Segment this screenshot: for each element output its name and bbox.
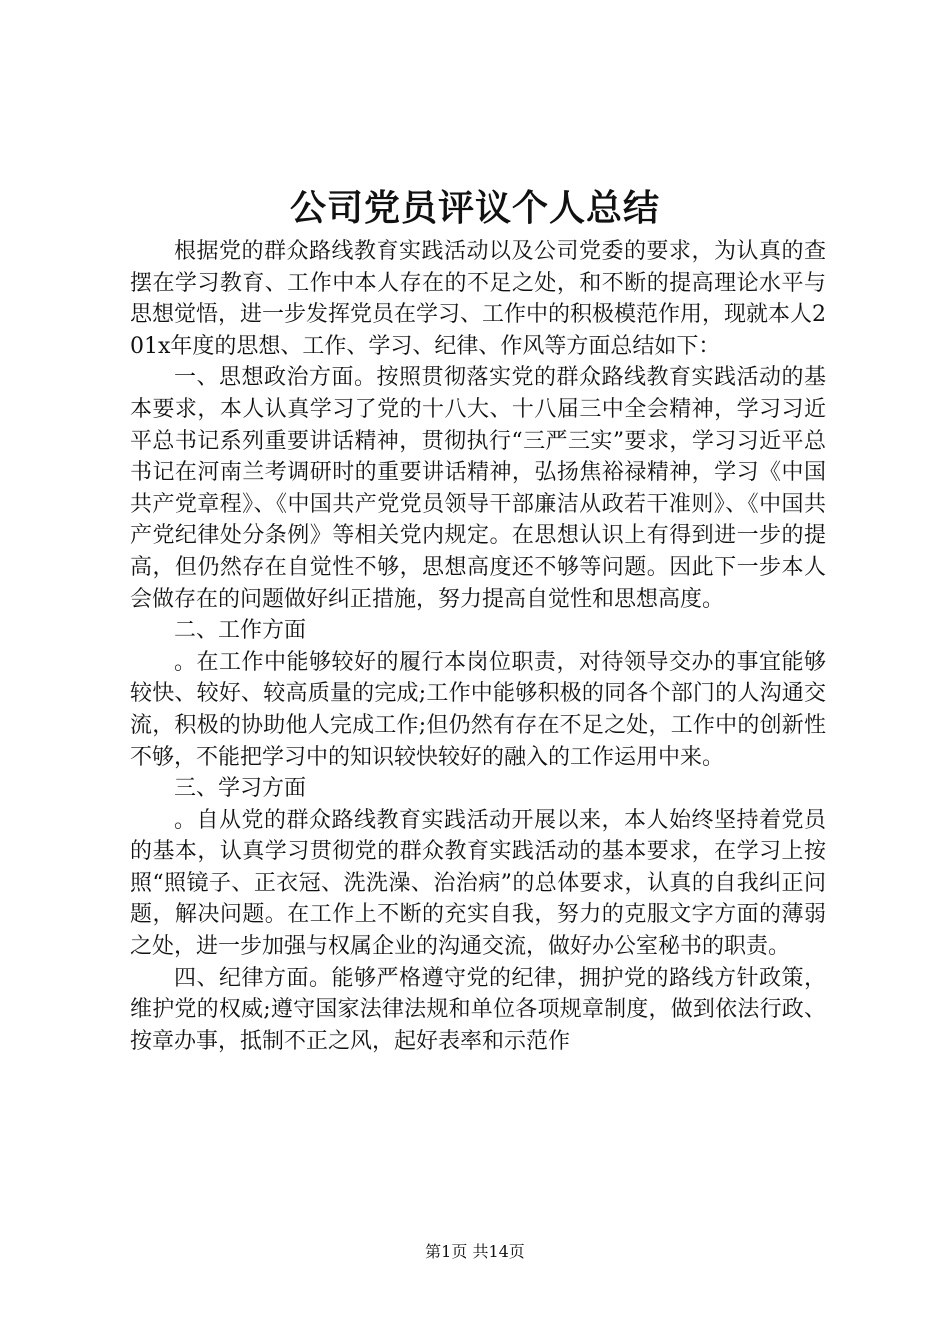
- heading-study: 三、学习方面: [174, 776, 307, 802]
- paragraph-intro: 根据党的群众路线教育实践活动以及公司党委的要求，为认真的查摆在学习教育、工作中本人存在的不足之处，和不断的提高理论水平与思想觉悟，进一步发挥党员在学习、工作中的积极模范作用，现就本人201x年度的思想、工作、学习、纪律、作风等方面总结如下：: [130, 239, 826, 359]
- paragraph-work: 。在工作中能够较好的履行本岗位职责，对待领导交办的事宜能够较快、较好、较高质量的完成;工作中能够积极的同各个部门的人沟通交流，积极的协助他人完成工作;但仍然有存在不足之处，工作中的创新性不够，不能把学习中的知识较快较好的融入的工作运用中来。: [130, 649, 826, 770]
- paragraph-ideology: 一、思想政治方面。按照贯彻落实党的群众路线教育实践活动的基本要求，本人认真学习了党的十八大、十八届三中全会精神，学习习近平总书记系列重要讲话精神，贯彻执行“三严三实”要求，学习习近平总书记在河南兰考调研时的重要讲话精神，弘扬焦裕禄精神，学习《中国共产党章程》、《中国共产党党员领导干部廉洁从政若干准则》、《中国共产党纪律处分条例》等相关党内规定。在思想认识上有得到进一步的提高，但仍然存在自觉性不够，思想高度还不够等问题。因此下一步本人会做存在的问题做好纠正措施，努力提高自觉性和思想高度。: [130, 365, 826, 612]
- document-title: 公司党员评议个人总结: [289, 187, 660, 229]
- heading-work: 二、工作方面: [174, 618, 307, 644]
- paragraph-study: 。自从党的群众路线教育实践活动开展以来，本人始终坚持着党员的基本，认真学习贯彻党的群众教育实践活动的基本要求，在学习上按照“照镜子、正衣冠、洗洗澡、治治病”的总体要求，认真的自我纠正问题，解决问题。在工作上不断的充实自我，努力的克服文字方面的薄弱之处，进一步加强与权属企业的沟通交流，做好办公室秘书的职责。: [130, 807, 826, 960]
- document-body: [130, 236, 826, 1057]
- page-number-footer: 第1页 共14页: [425, 1242, 525, 1261]
- paragraph-discipline: 四、纪律方面。能够严格遵守党的纪律，拥护党的路线方针政策，维护党的权威;遵守国家法律法规和单位各项规章制度，做到依法行政、按章办事，抵制不正之风，起好表率和示范作: [130, 965, 826, 1054]
